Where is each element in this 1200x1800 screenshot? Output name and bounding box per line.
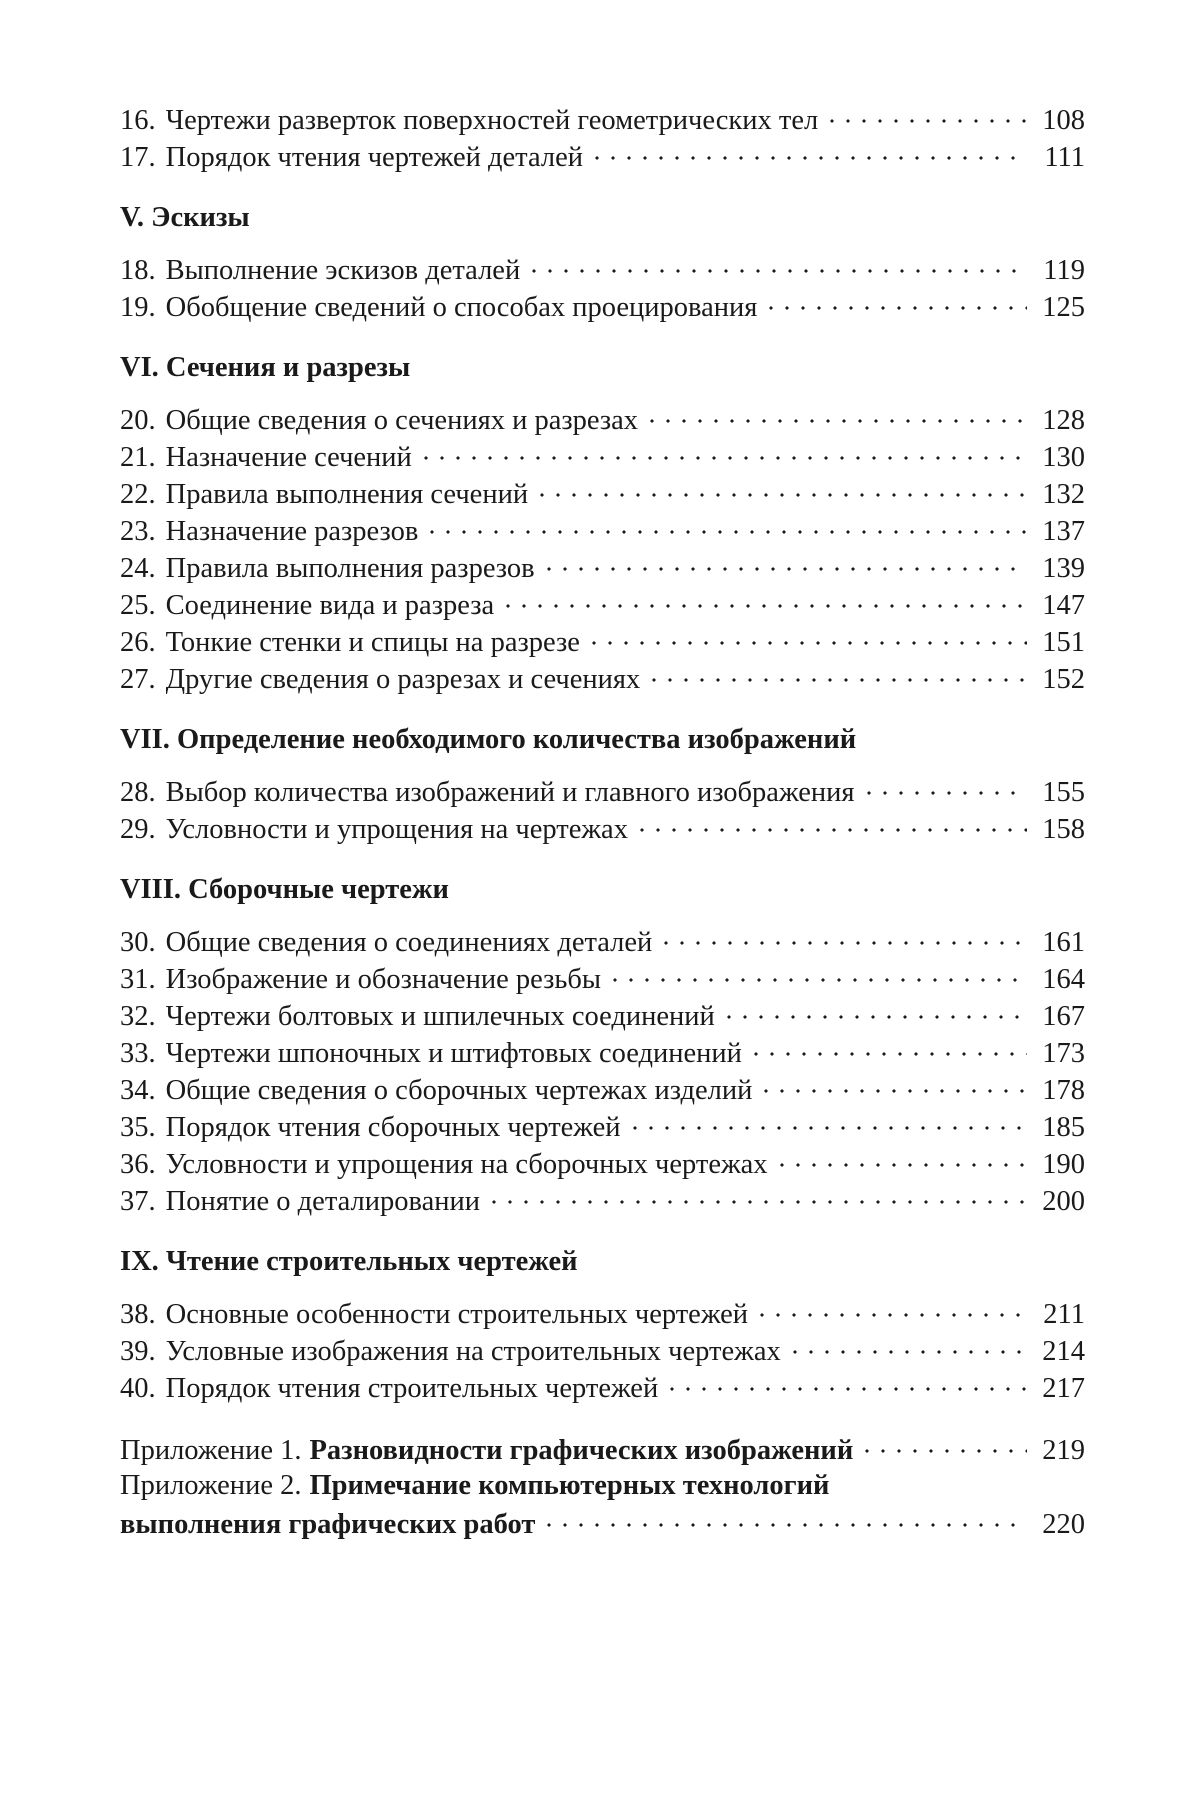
entry-page-number: 173 [1042,1037,1085,1069]
appendix-prefix: Приложение 2. [120,1470,302,1501]
entry-title: Общие сведения о соединениях деталей [165,926,653,958]
toc-entry [120,1368,1085,1405]
entry-page-number: 119 [1043,254,1085,286]
toc-entry [120,548,1085,585]
section-heading: VIII. Сборочные чертежи [120,874,449,905]
entry-number: 18. [120,254,156,286]
dot-leader [541,1504,1027,1533]
entry-number: 19. [120,291,156,323]
spacer [120,324,1085,349]
entry-title: Чертежи разверток поверхностей геометрических тел [165,104,819,136]
entry-number: 20. [120,404,156,436]
dot-leader [541,548,1027,577]
entry-number: 40. [120,1372,156,1404]
dot-leader [534,474,1027,503]
dot-leader [418,437,1027,466]
appendix-prefix: Приложение 1. [120,1434,302,1466]
toc-entry [120,659,1085,696]
dot-leader [754,1294,1027,1323]
spacer [120,758,1085,772]
entry-title: Порядок чтения чертежей деталей [165,141,583,173]
entry-page-number: 128 [1042,404,1085,436]
toc-entry [120,1294,1085,1331]
entry-number: 36. [120,1148,156,1180]
entry-number: 32. [120,1000,156,1032]
toc-entry [120,585,1085,622]
dot-leader [634,809,1027,838]
appendix-2-entry [120,1467,1085,1504]
entry-page-number: 151 [1042,626,1085,658]
entry-title: Условности и упрощения на сборочных чертежах [165,1148,768,1180]
dot-leader [758,1070,1027,1099]
appendix-title-line-2: выполнения графических работ [120,1508,536,1540]
entry-title: Чертежи болтовых и шпилечных соединений [165,1000,715,1032]
entry-page-number: 211 [1043,1298,1085,1330]
entry-page-number: 167 [1042,1000,1085,1032]
spacer [120,174,1085,199]
entry-page-number: 161 [1042,926,1085,958]
toc-entry [120,1331,1085,1368]
dot-leader [748,1033,1027,1062]
spacer [120,846,1085,871]
entry-page-number: 185 [1042,1111,1085,1143]
toc-entry [120,400,1085,437]
entry-number: 29. [120,813,156,845]
entry-number: 27. [120,663,156,695]
entry-title: Правила выполнения сечений [165,478,529,510]
entry-title: Тонкие стенки и спицы на разрезе [165,626,580,658]
toc-entry [120,1070,1085,1107]
dot-leader [646,659,1027,688]
entry-title: Изображение и обозначение резьбы [165,963,602,995]
section-heading: VII. Определение необходимого количества изображений [120,724,857,755]
toc-entry [120,437,1085,474]
entry-page-number: 200 [1042,1185,1085,1217]
entry-page-number: 137 [1042,515,1085,547]
entry-title: Выполнение эскизов деталей [165,254,521,286]
toc-entry [120,1144,1085,1181]
dot-leader [586,622,1027,651]
dot-leader [861,772,1027,801]
entry-title: Соединение вида и разреза [165,589,495,621]
entry-number: 39. [120,1335,156,1367]
toc-entry [120,772,1085,809]
spacer [120,1405,1085,1430]
section-heading: V. Эскизы [120,202,250,233]
dot-leader [486,1181,1027,1210]
spacer [120,236,1085,250]
entry-page-number: 190 [1042,1148,1085,1180]
section-heading: IX. Чтение строительных чертежей [120,1246,578,1277]
entry-title: Назначение сечений [165,441,412,473]
entry-number: 23. [120,515,156,547]
entry-title: Общие сведения о сечениях и разрезах [165,404,639,436]
entry-page-number: 108 [1042,104,1085,136]
spacer [120,696,1085,721]
entry-page-number: 214 [1042,1335,1085,1367]
spacer [120,908,1085,922]
toc-entry [120,1181,1085,1218]
dot-leader [721,996,1027,1025]
dot-leader [787,1331,1027,1360]
toc-entry [120,1033,1085,1070]
entry-number: 21. [120,441,156,473]
entry-title: Обобщение сведений о способах проецирования [165,291,758,323]
entry-number: 33. [120,1037,156,1069]
entry-page-number: 139 [1042,552,1085,584]
appendix-page-number: 220 [1042,1508,1085,1540]
dot-leader [763,287,1027,316]
entry-page-number: 147 [1042,589,1085,621]
entry-page-number: 164 [1042,963,1085,995]
entry-number: 22. [120,478,156,510]
entry-number: 30. [120,926,156,958]
entry-title: Условные изображения на строительных чертежах [165,1335,781,1367]
entry-number: 38. [120,1298,156,1330]
spacer [120,1218,1085,1243]
toc-entry [120,511,1085,548]
appendix-title: Разновидности графических изображений [309,1434,854,1466]
entry-title: Порядок чтения сборочных чертежей [165,1111,621,1143]
entry-page-number: 155 [1042,776,1085,808]
entry-number: 35. [120,1111,156,1143]
entry-page-number: 111 [1044,141,1085,173]
entry-title: Понятие о деталировании [165,1185,480,1217]
toc-entry [120,996,1085,1033]
dot-leader [627,1107,1027,1136]
spacer [120,386,1085,400]
entry-number: 16. [120,104,156,136]
entry-number: 24. [120,552,156,584]
appendix-page-number: 219 [1042,1434,1085,1466]
toc-entry [120,474,1085,511]
entry-title: Назначение разрезов [165,515,419,547]
toc-entry [120,922,1085,959]
toc-entry [120,959,1085,996]
dot-leader [644,400,1027,429]
entry-number: 34. [120,1074,156,1106]
entry-title: Основные особенности строительных чертежей [165,1298,749,1330]
section-heading: VI. Сечения и разрезы [120,352,411,383]
appendix-2-entry-continued [120,1504,1085,1541]
toc-entry [120,250,1085,287]
dot-leader [424,511,1027,540]
spacer [120,1280,1085,1294]
toc-entry [120,1107,1085,1144]
dot-leader [774,1144,1027,1173]
entry-title: Выбор количества изображений и главного изображения [165,776,855,808]
dot-leader [824,100,1027,129]
entry-page-number: 178 [1042,1074,1085,1106]
entry-number: 37. [120,1185,156,1217]
entry-number: 31. [120,963,156,995]
entry-page-number: 130 [1042,441,1085,473]
entry-page-number: 152 [1042,663,1085,695]
entry-title: Условности и упрощения на чертежах [165,813,628,845]
entry-number: 26. [120,626,156,658]
entry-number: 17. [120,141,156,173]
entry-title: Правила выполнения разрезов [165,552,535,584]
dot-leader [664,1368,1027,1397]
entry-page-number: 132 [1042,478,1085,510]
dot-leader [859,1430,1027,1459]
entry-page-number: 217 [1042,1372,1085,1404]
entry-page-number: 125 [1042,291,1085,323]
table-of-contents [120,100,1085,1541]
dot-leader [607,959,1027,988]
entry-number: 25. [120,589,156,621]
entry-title: Чертежи шпоночных и штифтовых соединений [165,1037,742,1069]
toc-entry [120,809,1085,846]
dot-leader [500,585,1027,614]
toc-entry [120,622,1085,659]
appendix-title-line-1: Примечание компьютерных технологий [309,1470,830,1501]
dot-leader [589,137,1027,166]
toc-entry [120,100,1085,137]
entry-title: Общие сведения о сборочных чертежах изделий [165,1074,753,1106]
appendix-1-entry [120,1430,1085,1467]
entry-title: Порядок чтения строительных чертежей [165,1372,659,1404]
entry-number: 28. [120,776,156,808]
dot-leader [658,922,1027,951]
dot-leader [526,250,1027,279]
entry-page-number: 158 [1042,813,1085,845]
toc-entry [120,287,1085,324]
toc-entry [120,137,1085,174]
entry-title: Другие сведения о разрезах и сечениях [165,663,641,695]
